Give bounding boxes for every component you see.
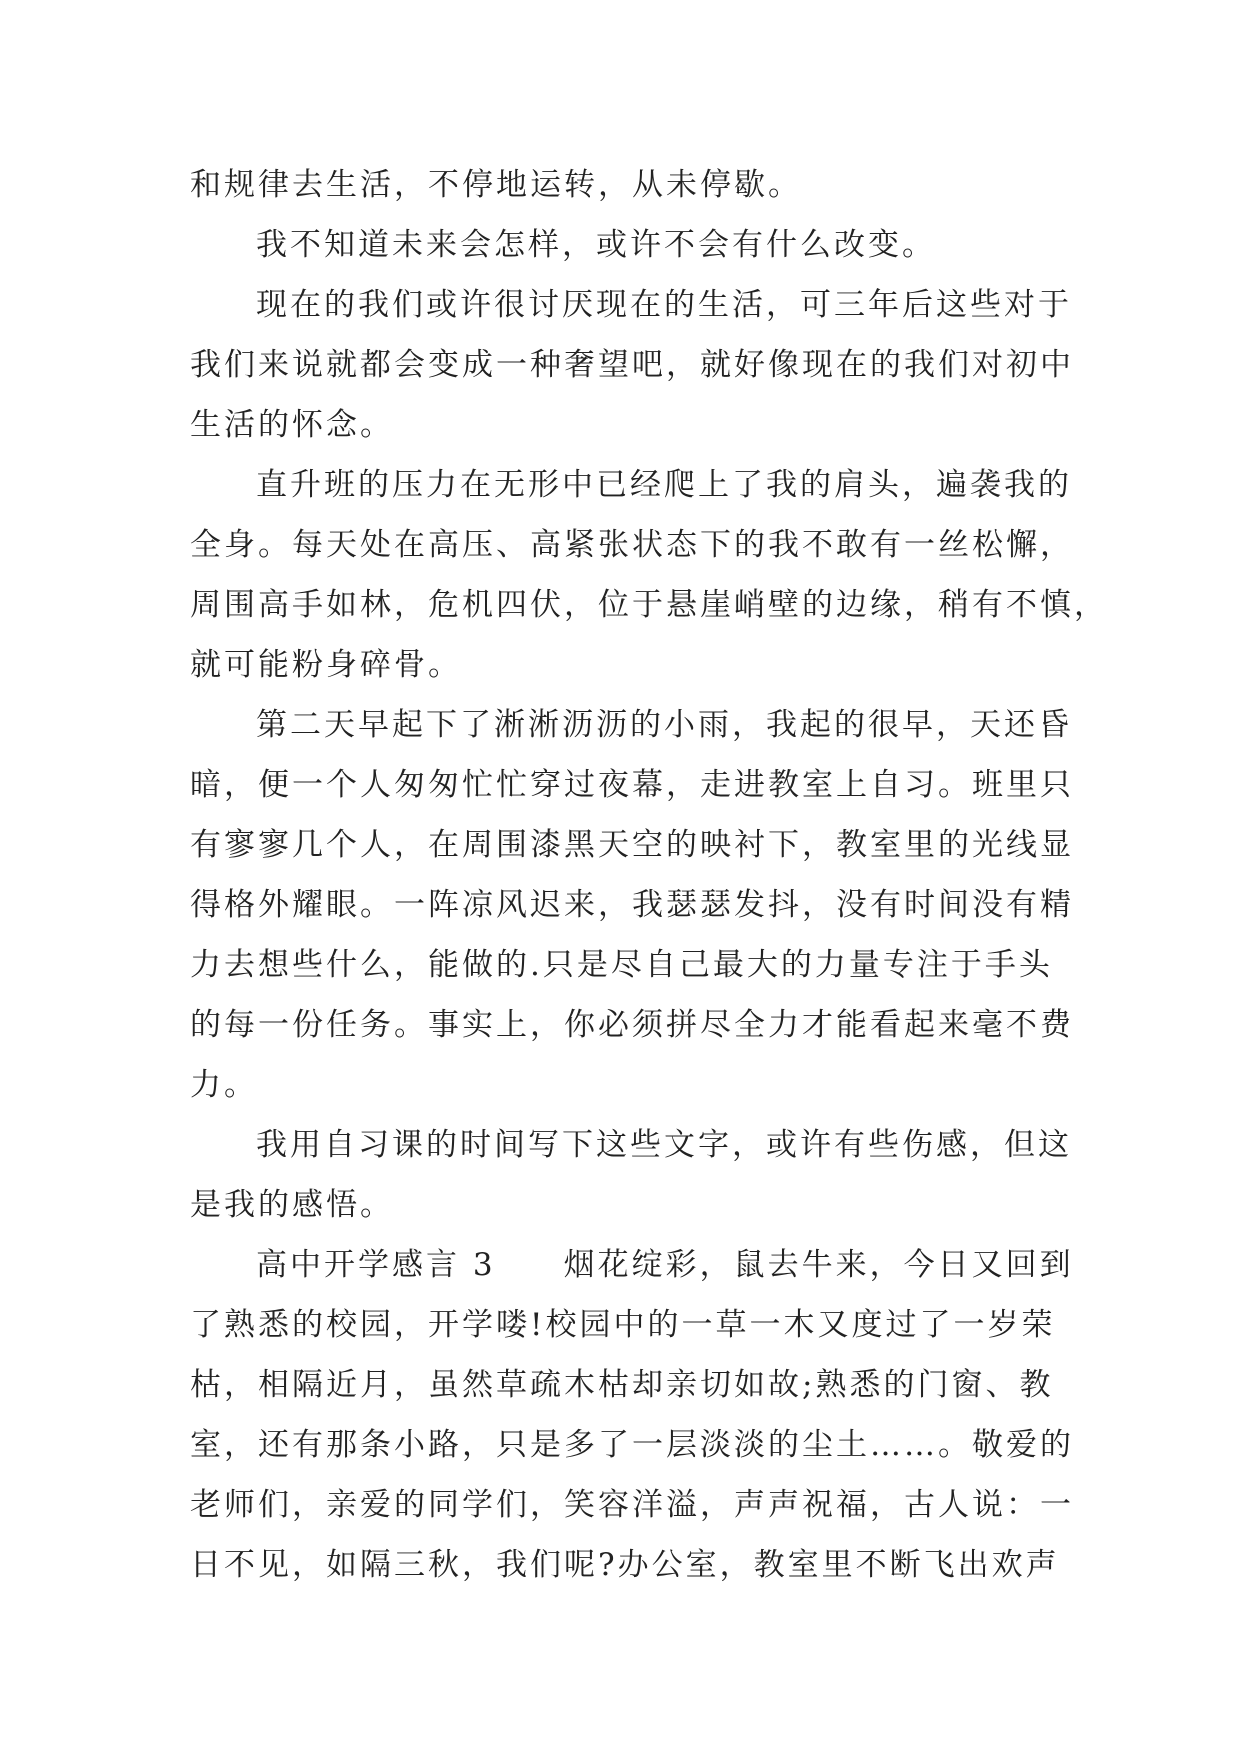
text-line: 我不知道未来会怎样，或许不会有什么改变。 xyxy=(256,227,936,263)
text-line: 力去想些什么，能做的.只是尽自己最大的力量专注于手头 xyxy=(190,947,1053,983)
text-line: 现在的我们或许很讨厌现在的生活，可三年后这些对于 xyxy=(256,287,1072,323)
text-line: 有寥寥几个人，在周围漆黑天空的映衬下，教室里的光线显 xyxy=(190,827,1074,863)
text-line: 我用自习课的时间写下这些文字，或许有些伤感，但这 xyxy=(256,1127,1072,1163)
text-line: 了熟悉的校园，开学喽!校园中的一草一木又度过了一岁荣 xyxy=(190,1307,1056,1343)
text-line: 是我的感悟。 xyxy=(190,1187,394,1223)
text-line: 第二天早起下了淅淅沥沥的小雨，我起的很早，天还昏 xyxy=(256,707,1072,743)
text-line: 室，还有那条小路，只是多了一层淡淡的尘土……。敬爱的 xyxy=(190,1427,1074,1463)
text-line: 枯，相隔近月，虽然草疏木枯却亲切如故;熟悉的门窗、教 xyxy=(190,1367,1054,1403)
text-line: 的每一份任务。事实上，你必须拼尽全力才能看起来毫不费 xyxy=(190,1007,1074,1043)
text-line: 直升班的压力在无形中已经爬上了我的肩头，遍袭我的 xyxy=(256,467,1072,503)
text-line: 我们来说就都会变成一种奢望吧，就好像现在的我们对初中 xyxy=(190,347,1074,383)
document-body xyxy=(190,155,1108,1595)
text-line: 和规律去生活，不停地运转，从未停歇。 xyxy=(190,167,802,203)
text-line: 老师们，亲爱的同学们，笑容洋溢，声声祝福，古人说：一 xyxy=(190,1487,1074,1523)
text-line: 力。 xyxy=(190,1067,258,1103)
text-line: 得格外耀眼。一阵凉风迟来，我瑟瑟发抖，没有时间没有精 xyxy=(190,887,1074,923)
text-line: 暗，便一个人匆匆忙忙穿过夜幕，走进教室上自习。班里只 xyxy=(190,767,1074,803)
text-line: 就可能粉身碎骨。 xyxy=(190,647,462,683)
text-line: 全身。每天处在高压、高紧张状态下的我不敢有一丝松懈， xyxy=(190,527,1074,563)
text-line: 生活的怀念。 xyxy=(190,407,394,443)
text-line: 周围高手如林，危机四伏，位于悬崖峭壁的边缘，稍有不慎， xyxy=(190,587,1108,623)
text-line: 高中开学感言 3 烟花绽彩，鼠去牛来，今日又回到 xyxy=(256,1247,1074,1283)
text-line: 日不见，如隔三秋，我们呢?办公室，教室里不断飞出欢声 xyxy=(190,1547,1060,1583)
